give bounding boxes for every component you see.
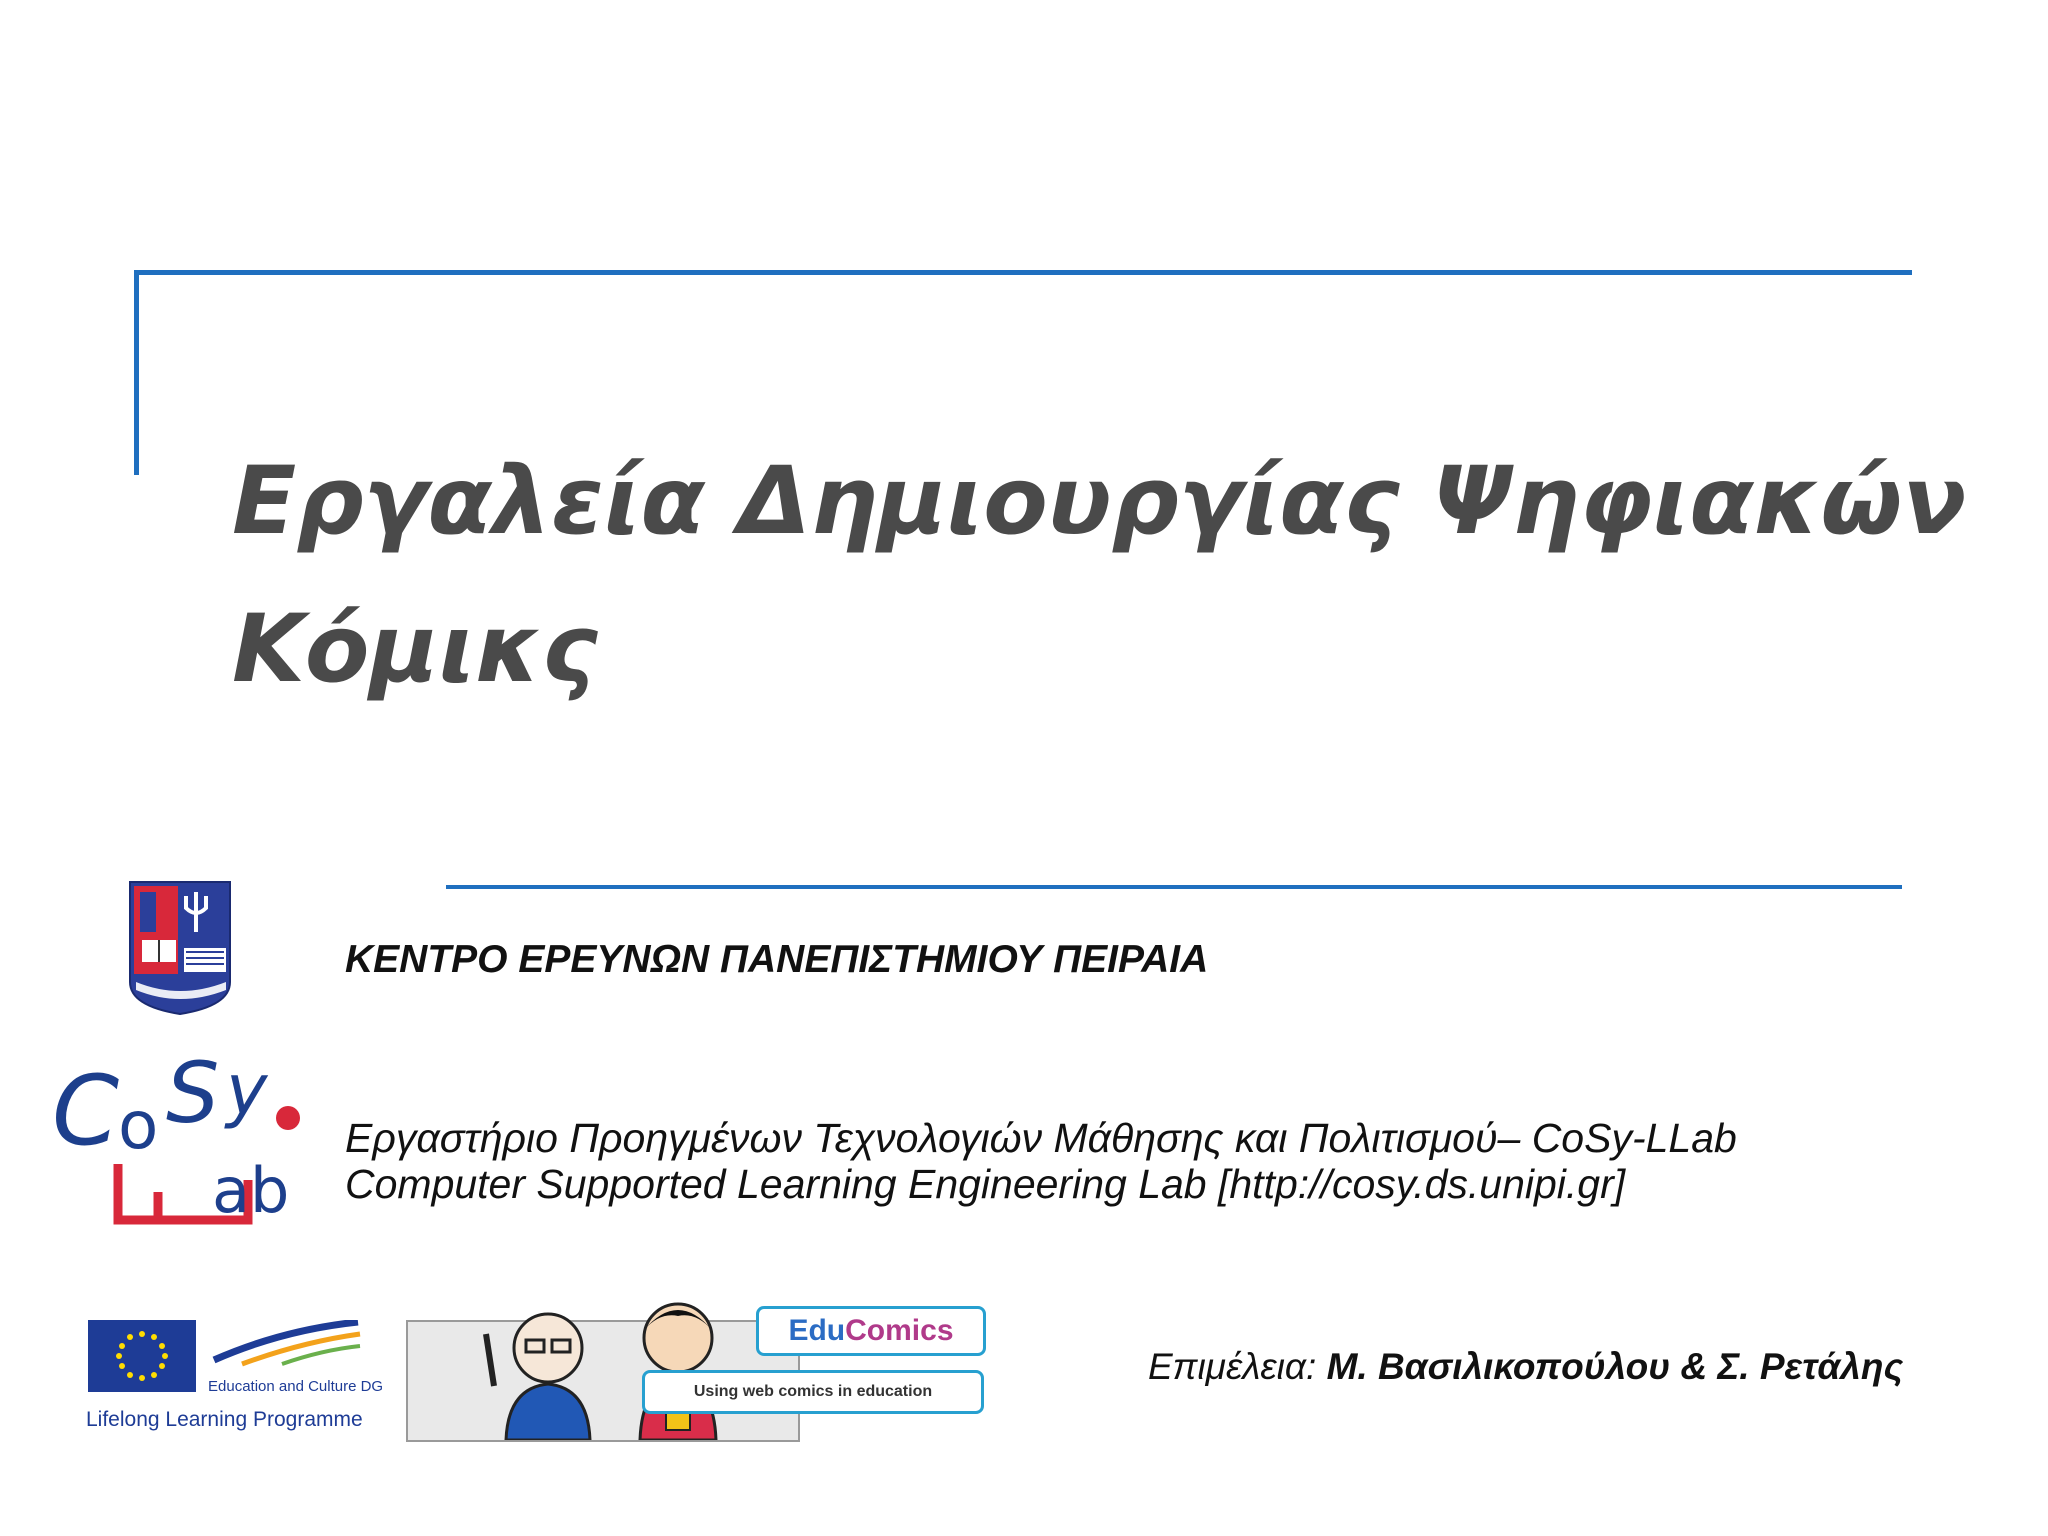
institution-name: ΚΕΝΤΡΟ ΕΡΕΥΝΩΝ ΠΑΝΕΠΙΣΤΗΜΙΟΥ ΠΕΙΡΑΙΑ: [345, 938, 1209, 981]
lab-name-greek: Εργαστήριο Προηγμένων Τεχνολογιών Μάθησης και Πολιτισμού– CoSy-LLab: [345, 1115, 1737, 1161]
credits: [1148, 1346, 1903, 1388]
educomics-logo-edu: Edu: [788, 1314, 846, 1347]
lab-name-english: Computer Supported Learning Engineering Lab [http://cosy.ds.unipi.gr]: [345, 1161, 1626, 1207]
eu-programme-label: Lifelong Learning Programme: [86, 1408, 363, 1431]
swoosh-icon: [212, 1320, 362, 1370]
credits-label: Επιμέλεια:: [1148, 1346, 1317, 1387]
educomics-logo-comics: Comics: [845, 1314, 954, 1347]
slide-title: [232, 428, 1967, 724]
educomics-tagline: Using web comics in education: [642, 1370, 984, 1414]
eu-dg-label: Education and Culture DG: [208, 1378, 384, 1395]
svg-text:C: C: [52, 1055, 120, 1167]
eu-lifelong-learning-logo: [84, 1318, 394, 1438]
top-horizontal-rule: [134, 270, 1912, 275]
educomics-banner: [406, 1290, 986, 1440]
top-vertical-rule: [134, 270, 139, 475]
svg-text:S: S: [166, 1052, 220, 1142]
credits-authors: Μ. Βασιλικοπούλου & Σ. Ρετάλης: [1326, 1346, 1904, 1387]
svg-text:o: o: [118, 1087, 159, 1164]
comic-characters-icon: [456, 1290, 796, 1440]
university-crest-icon: [126, 878, 234, 1018]
middle-horizontal-rule: [446, 885, 1902, 889]
lab-description: [345, 1115, 1737, 1207]
title-line-1: Εργαλεία Δημιουργίας Ψηφιακών: [232, 447, 1967, 556]
title-line-2: Κόμικς: [232, 595, 598, 704]
svg-text:y: y: [226, 1052, 268, 1131]
educomics-logo: [756, 1306, 986, 1356]
svg-text:ab: ab: [212, 1154, 290, 1227]
cosy-lab-logo-icon: [48, 1052, 308, 1232]
eu-flag-icon: [88, 1320, 196, 1392]
